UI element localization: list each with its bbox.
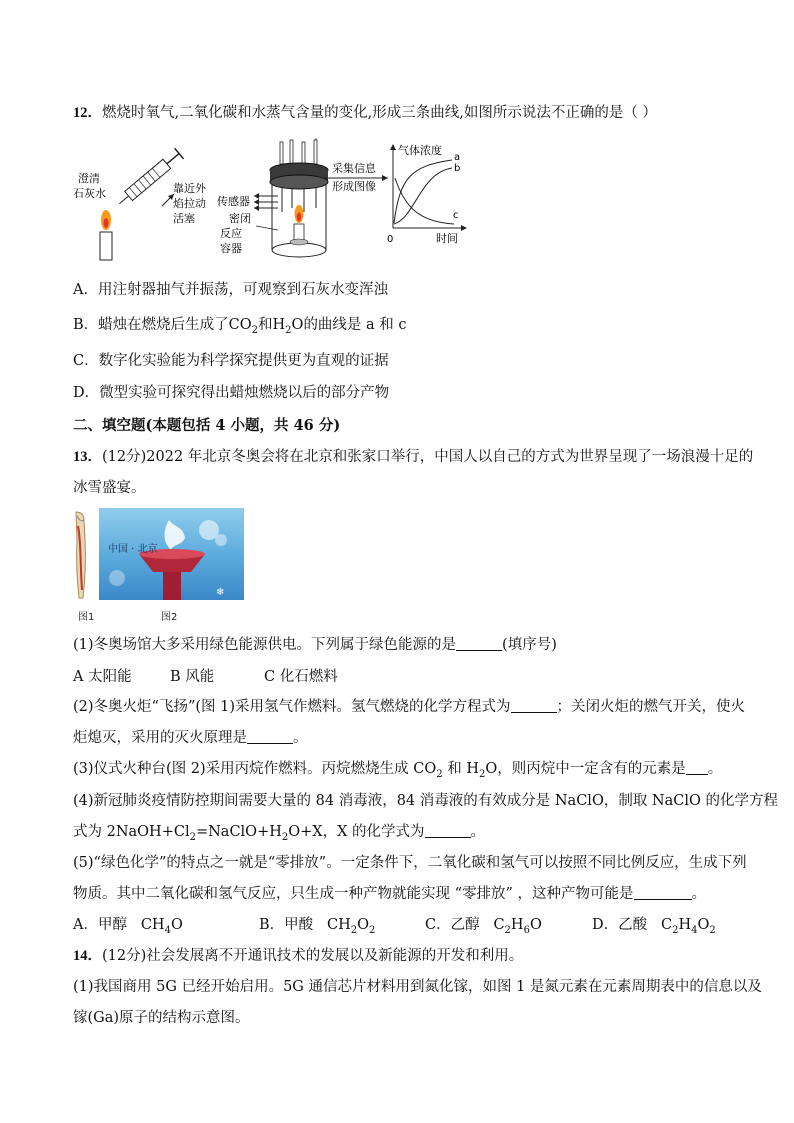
concentration-graph [387, 143, 467, 245]
q13-intro-2: 冰雪盛宴。 [73, 480, 146, 496]
label-sealed-3: 容器 [220, 242, 242, 255]
q12-option-a: A．用注射器抽气并振荡，可观察到石灰水变浑浊 [73, 282, 388, 298]
graph-ylabel: 气体浓度 [398, 144, 442, 157]
label-collect-2: 形成图像 [332, 180, 376, 193]
q12-option-c: C．数字化实验能为科学探究提供更为直观的证据 [73, 353, 389, 369]
q13-part-2b: 炬熄灭，采用的灭火原理是 。 [73, 730, 308, 746]
q13-figure-2-cauldron [99, 508, 244, 600]
q13-opt-b: B．甲酸 $CH_2O_2$ [259, 917, 376, 936]
q13-part-5b: 物质。其中二氧化碳和氢气反应，只生成一种产物就能实现 “零排放” ，这种产物可能是 。 [73, 886, 707, 902]
q13-part-2a: (2)冬奥火炬“飞扬”(图 1)采用氢气作燃料。氢气燃烧的化学方程式为 ；关闭火炬的燃气开关，使火 [73, 699, 746, 715]
q12-option-b: B．蜡烛在燃烧后生成了$CO_2$和$H_2O$的曲线是 a 和 c [73, 317, 407, 336]
label-sealed-2: 反应 [220, 227, 242, 240]
q14-intro: 14．(12分)社会发展离不开通讯技术的发展以及新能源的开发和利用。 [73, 948, 524, 964]
answer-blank[interactable] [686, 760, 708, 775]
graph-xlabel: 时间 [436, 232, 458, 245]
q12-figure [70, 138, 470, 263]
q12-number: 12． [73, 105, 102, 121]
syringe-candle-apparatus [73, 148, 207, 260]
curve-c-label: c [453, 210, 459, 221]
answer-blank[interactable] [511, 698, 557, 713]
q13-part-4b: 式为 $2NaOH+Cl_2=NaClO+H_2O+X$，X 的化学式为 。 [73, 824, 486, 843]
fig2-caption: 图2 [161, 612, 178, 623]
label-sealed-1: 密闭 [229, 212, 251, 225]
label-pull-2: 焰拉动 [173, 197, 206, 210]
label-collect-1: 采集信息 [332, 162, 376, 175]
fig1-caption: 图1 [78, 612, 95, 623]
answer-blank[interactable] [425, 823, 471, 838]
q13-opt-a: A．甲醇 $CH_4O$ [73, 917, 183, 936]
label-pull-3: 活塞 [173, 212, 195, 225]
q12-option-d: D．微型实验可探究得出蜡烛燃烧以后的部分产物 [73, 385, 390, 401]
label-limewater-1: 澄清 [78, 172, 100, 185]
q13-part-3: (3)仪式火种台(图 2)采用丙烷作燃料。丙烷燃烧生成 $CO_2$ 和 $H_2O$，则丙烷中一定含有的元素是 。 [73, 761, 723, 780]
snowflake-icon: ❄ [216, 587, 225, 598]
q14-part-1b: 镓(Ga)原子的结构示意图。 [73, 1010, 250, 1026]
q12-stem-text: 燃烧时氧气,二氧化碳和水蒸气含量的变化,形成三条曲线,如图所示说法不正确的是（ ） [102, 105, 657, 121]
q13-number: 13． [73, 449, 102, 465]
curve-b-label: b [454, 163, 461, 174]
q13-part-4a: (4)新冠肺炎疫情防控期间需要大量的 84 消毒液，84 消毒液的有效成分是 NaClO，制取 NaClO 的化学方程 [73, 793, 778, 809]
q13-opt-d: D．乙酸 $C_2H_4O_2$ [592, 917, 716, 936]
label-limewater-2: 石灰水 [73, 187, 106, 200]
curve-a-label: a [454, 152, 461, 163]
q14-part-1a: (1)我国商用 5G 已经开始启用。5G 通信芯片材料用到氮化镓，如图 1 是氮元素在元素周期表中的信息以及 [73, 979, 762, 995]
label-sensor: 传感器 [217, 195, 250, 208]
label-pull-1: 靠近外 [173, 182, 206, 195]
q13-figure-1-torch [70, 510, 92, 600]
curve-a-line [394, 160, 452, 223]
q13-part-5a: (5)“绿色化学”的特点之一就是“零排放”。一定条件下，二氧化碳和氢气可以按照不同比例反应，生成下列 [73, 855, 747, 871]
q13-intro-1: 13．(12分)2022 年北京冬奥会将在北京和张家口举行，中国人以自己的方式为世界呈现了一场浪漫十足的 [73, 449, 754, 465]
q13-part-1: (1)冬奥场馆大多采用绿色能源供电。下列属于绿色能源的是 (填序号) [73, 637, 557, 653]
q13-part-5-options [73, 915, 716, 935]
answer-blank[interactable] [634, 885, 692, 900]
sealed-container-apparatus [217, 138, 388, 257]
q14-number: 14． [73, 948, 102, 964]
answer-blank[interactable] [456, 636, 502, 651]
q12-stem [73, 103, 657, 123]
graph-origin: 0 [387, 234, 394, 245]
q13-opt-c: C．乙醇 $C_2H_6O$ [425, 917, 542, 936]
fig2-text: 中国 · 北京 [108, 544, 158, 555]
candle-icon [100, 232, 112, 260]
answer-blank[interactable] [247, 729, 293, 744]
section-title: 二、填空题(本题包括 4 小题，共 46 分) [73, 417, 341, 434]
q13-part-1-options: A 太阳能 B 风能 C 化石燃料 [73, 669, 338, 685]
